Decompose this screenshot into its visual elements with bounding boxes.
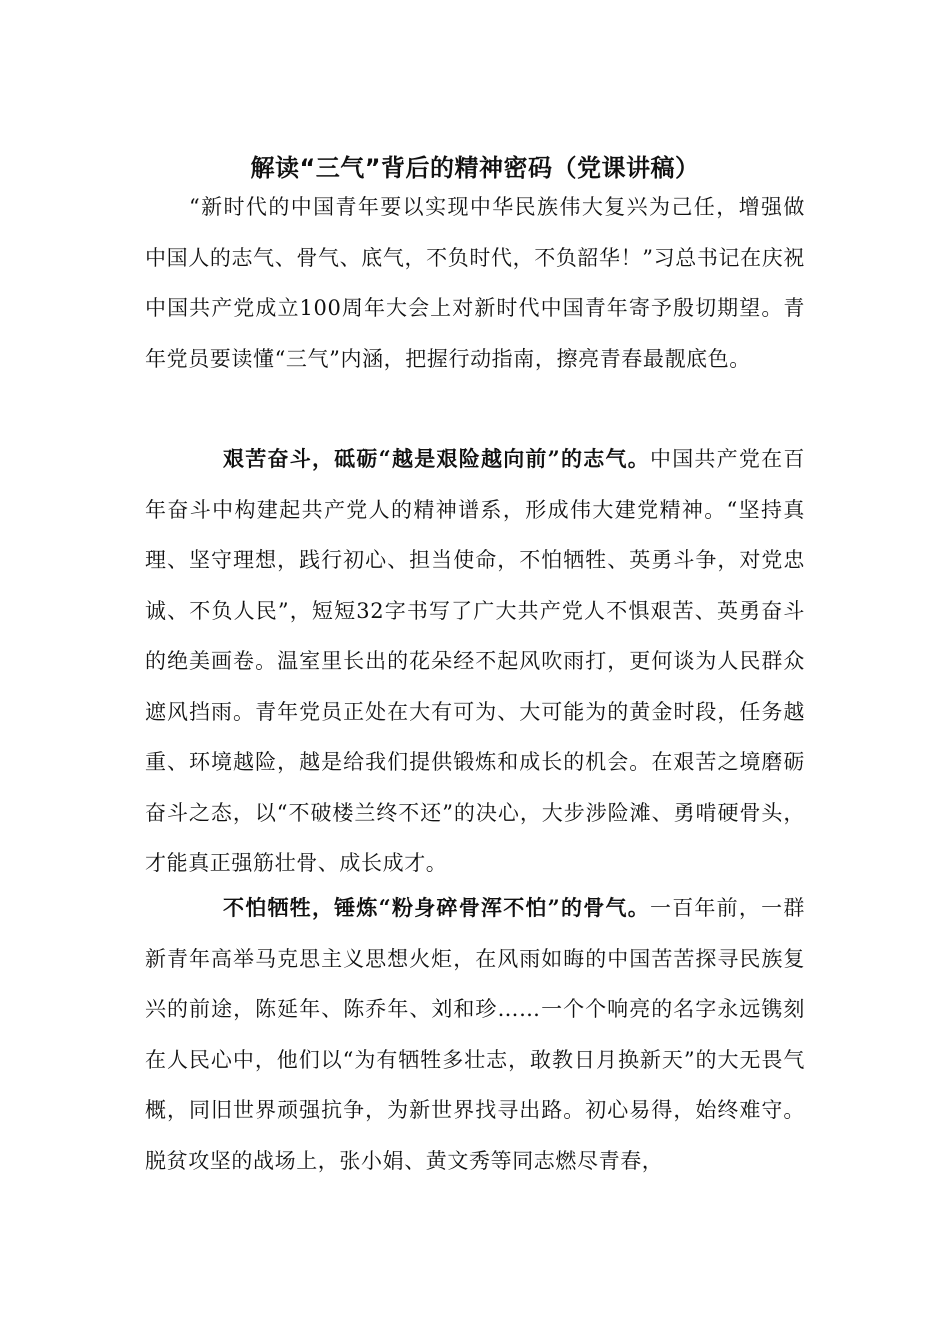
- paragraph-intro-text: “新时代的中国青年要以实现中华民族伟大复兴为己任，增强做中国人的志气、骨气、底气，不负时代，不负韶华！”习总书记在庆祝中国共产党成立100周年大会上对新时代中国青年寄予殷切期望。青年党员要读懂“三气”内涵，把握行动指南，擦亮青春最靓底色。: [145, 195, 805, 371]
- paragraph-intro: [145, 182, 805, 384]
- paragraph-zhiqi-heading: 艰苦奋斗，砥砺“越是艰险越向前”的志气。: [223, 446, 650, 471]
- paragraph-zhiqi: [145, 434, 805, 889]
- paragraph-guqi: [145, 883, 805, 1186]
- paragraph-guqi-text: 一百年前，一群新青年高举马克思主义思想火炬，在风雨如晦的中国苦苦探寻民族复兴的前途，陈延年、陈乔年、刘和珍……一个个响亮的名字永远镌刻在人民心中，他们以“为有牺牲多壮志，敢教日月换新天”的大无畏气概，同旧世界顽强抗争，为新世界找寻出路。初心易得，始终难守。脱贫攻坚的战场上，张小娟、黄文秀等同志燃尽青春，: [145, 896, 805, 1173]
- document-title: 解读“三气”背后的精神密码（党课讲稿）: [250, 154, 700, 183]
- paragraph-guqi-heading: 不怕牺牲，锤炼“粉身碎骨浑不怕”的骨气。: [223, 895, 650, 920]
- paragraph-zhiqi-text: 中国共产党在百年奋斗中构建起共产党人的精神谱系，形成伟大建党精神。“坚持真理、坚守理想，践行初心、担当使命，不怕牺牲、英勇斗争，对党忠诚、不负人民”，短短32字书写了广大共产党人不惧艰苦、英勇奋斗的绝美画卷。温室里长出的花朵经不起风吹雨打，更何谈为人民群众遮风挡雨。青年党员正处在大有可为、大可能为的黄金时段，任务越重、环境越险，越是给我们提供锻炼和成长的机会。在艰苦之境磨砺奋斗之态，以“不破楼兰终不还”的决心，大步涉险滩、勇啃硬骨头，才能真正强筋壮骨、成长成才。: [145, 447, 805, 875]
